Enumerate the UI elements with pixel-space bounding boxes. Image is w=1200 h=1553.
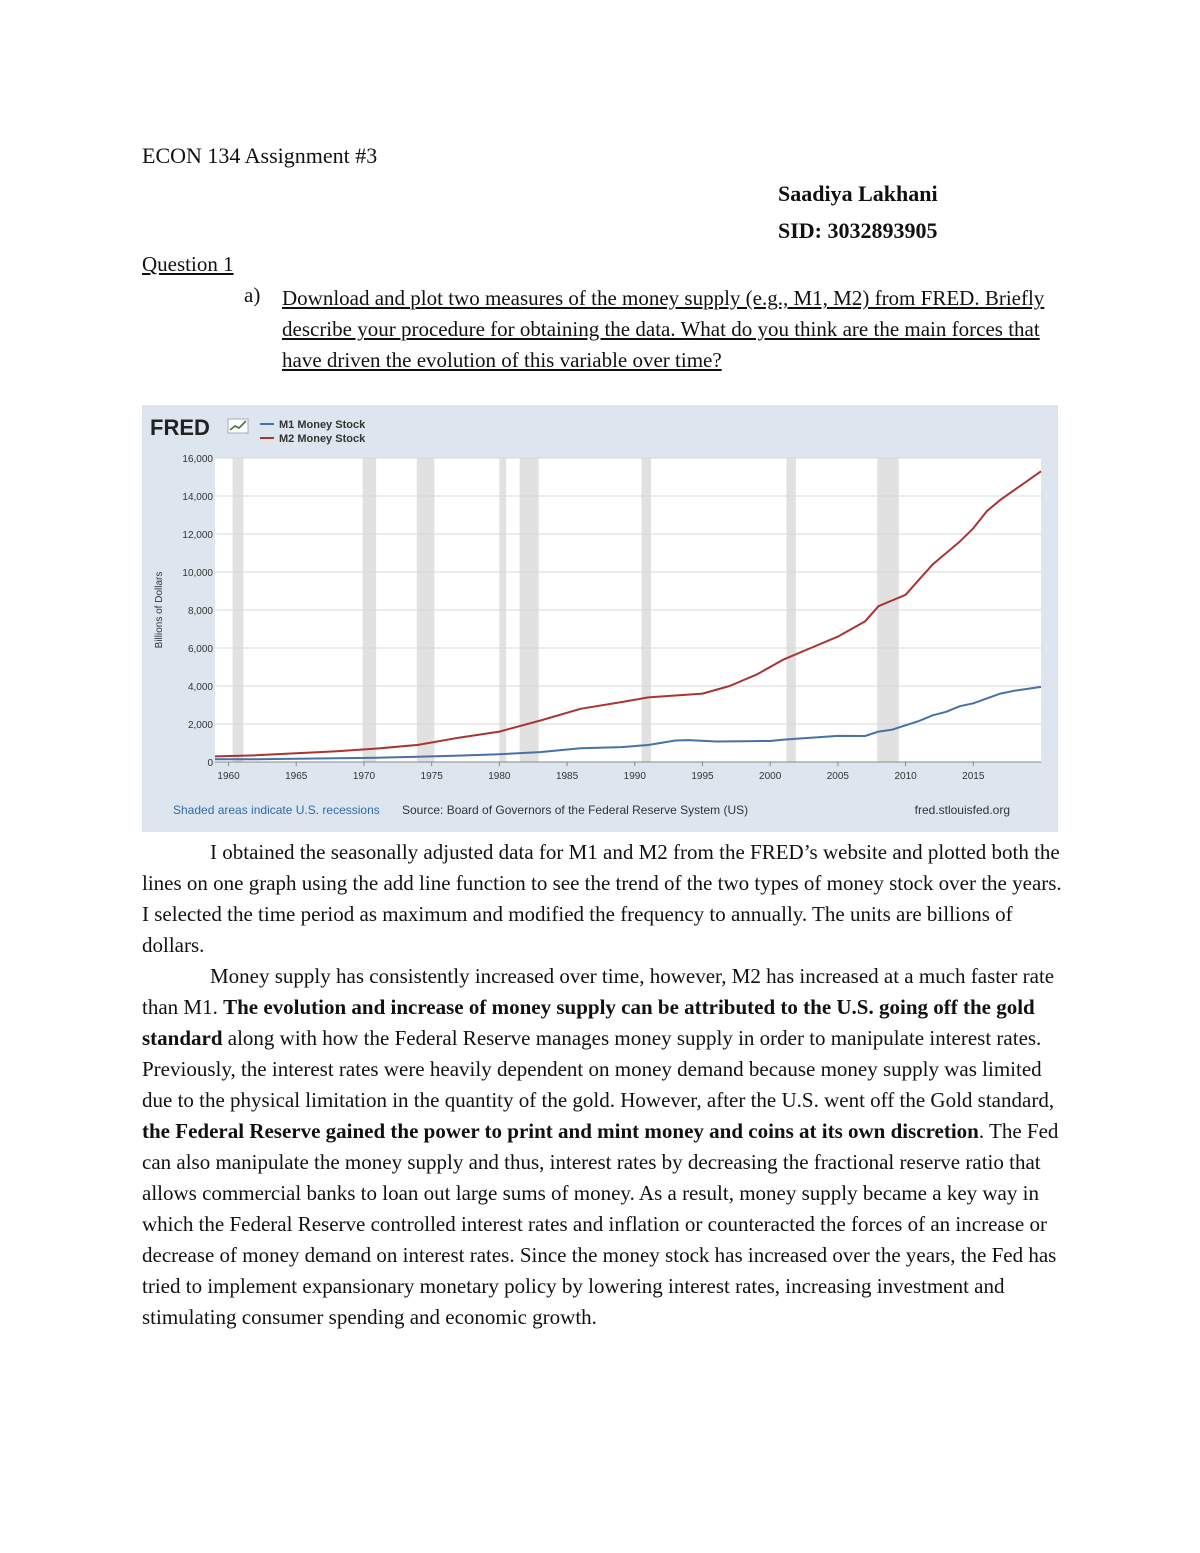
fred-site-link[interactable]: fred.stlouisfed.org — [914, 803, 1010, 817]
question-heading: Question 1 — [142, 252, 234, 276]
fred-chart — [142, 405, 1058, 832]
paragraph-2-intro: Money supply has consistently increased over time, however, M2 has increased at a much faster rate than M1. — [142, 964, 1055, 1019]
answer-body — [142, 837, 1064, 1333]
x-tick-label-4: 1980 — [488, 771, 511, 782]
answer-paragraph-2 — [142, 961, 1064, 1333]
x-tick-label-2: 1970 — [352, 771, 376, 782]
y-tick-label-8: 16,000 — [182, 454, 213, 465]
x-tick-label-6: 1990 — [623, 771, 646, 782]
assignment-title: ECON 134 Assignment #3 — [142, 143, 378, 168]
legend-label-1: M2 Money Stock — [279, 433, 366, 445]
x-tick-label-7: 1995 — [691, 771, 714, 782]
fred-logo — [150, 415, 248, 440]
paragraph-2-middle: along with how the Federal Reserve manages money supply in order to manipulate interest rates. Previously, the interest rates were heavily dependent on money demand because money supply was limited due to the physical limitation in the quantity of the gold. However, after the U.S. went off the Gold standard, — [142, 1026, 1055, 1112]
paragraph-2-conclusion: . The Fed can also manipulate the money supply and thus, interest rates by decreasing the fractional reserve ratio that allows commercial banks to loan out large sums of money. As a result, money supply became a key way in which the Federal Reserve controlled interest rates and inflation or counteracted the forces of an increase or decrease of money demand on interest rates. Since the money stock has increased over the years, the Fed has tried to implement expansionary monetary policy by lowering interest rates, increasing investment and stimulating consumer spending and economic growth. — [142, 1119, 1059, 1329]
x-tick-label-1: 1965 — [285, 771, 308, 782]
legend-label-0: M1 Money Stock — [279, 419, 366, 431]
question-a-marker: a) — [244, 283, 261, 307]
author-name: Saadiya Lakhani — [778, 181, 938, 206]
y-tick-label-5: 10,000 — [182, 568, 213, 579]
fred-logo-graph-icon — [228, 419, 248, 433]
chart-legend — [260, 419, 366, 445]
x-tick-label-11: 2015 — [962, 771, 985, 782]
x-tick-label-9: 2005 — [826, 771, 850, 782]
y-axis-label: Billions of Dollars — [154, 571, 165, 649]
y-tick-label-7: 14,000 — [182, 492, 213, 503]
x-tick-label-0: 1960 — [217, 771, 240, 782]
source-note: Source: Board of Governors of the Federal Reserve System (US) — [402, 803, 749, 817]
paragraph-2-emphasis-gold-standard: The evolution and increase of money supply can be attributed to the U.S. going off the gold standard — [142, 995, 1035, 1050]
recession-note-link[interactable]: Shaded areas indicate U.S. recessions — [173, 803, 380, 817]
y-tick-label-3: 6,000 — [187, 644, 213, 655]
x-axis-ticks — [217, 762, 984, 782]
x-tick-label-5: 1985 — [555, 771, 579, 782]
answer-paragraph-1: I obtained the seasonally adjusted data for M1 and M2 from the FRED’s website and plotted both the lines on one graph using the add line function to see the trend of the two types of money stock over the years. I selected the time period as maximum and modified the frequency to annually. The units are billions of dollars. — [142, 840, 1062, 957]
paragraph-2-emphasis-fed-power: the Federal Reserve gained the power to print and mint money and coins at its own discretion — [142, 1119, 979, 1143]
y-tick-label-2: 4,000 — [187, 682, 213, 693]
y-tick-label-6: 12,000 — [182, 530, 213, 541]
x-tick-label-10: 2010 — [894, 771, 917, 782]
fred-logo-text: FRED — [150, 415, 210, 440]
student-id: SID: 3032893905 — [778, 218, 938, 243]
question-a-text: Download and plot two measures of the money supply (e.g., M1, M2) from FRED. Briefly describe your procedure for obtaining the data. What do you think are the main forces that have driven the evolution of this variable over time? — [282, 286, 1045, 372]
y-tick-label-4: 8,000 — [187, 606, 213, 617]
x-tick-label-8: 2000 — [759, 771, 782, 782]
y-tick-label-1: 2,000 — [187, 720, 213, 731]
x-tick-label-3: 1975 — [420, 771, 443, 782]
y-axis-ticks — [182, 454, 213, 769]
y-tick-label-0: 0 — [207, 758, 213, 769]
fred-chart-svg — [142, 405, 1058, 832]
